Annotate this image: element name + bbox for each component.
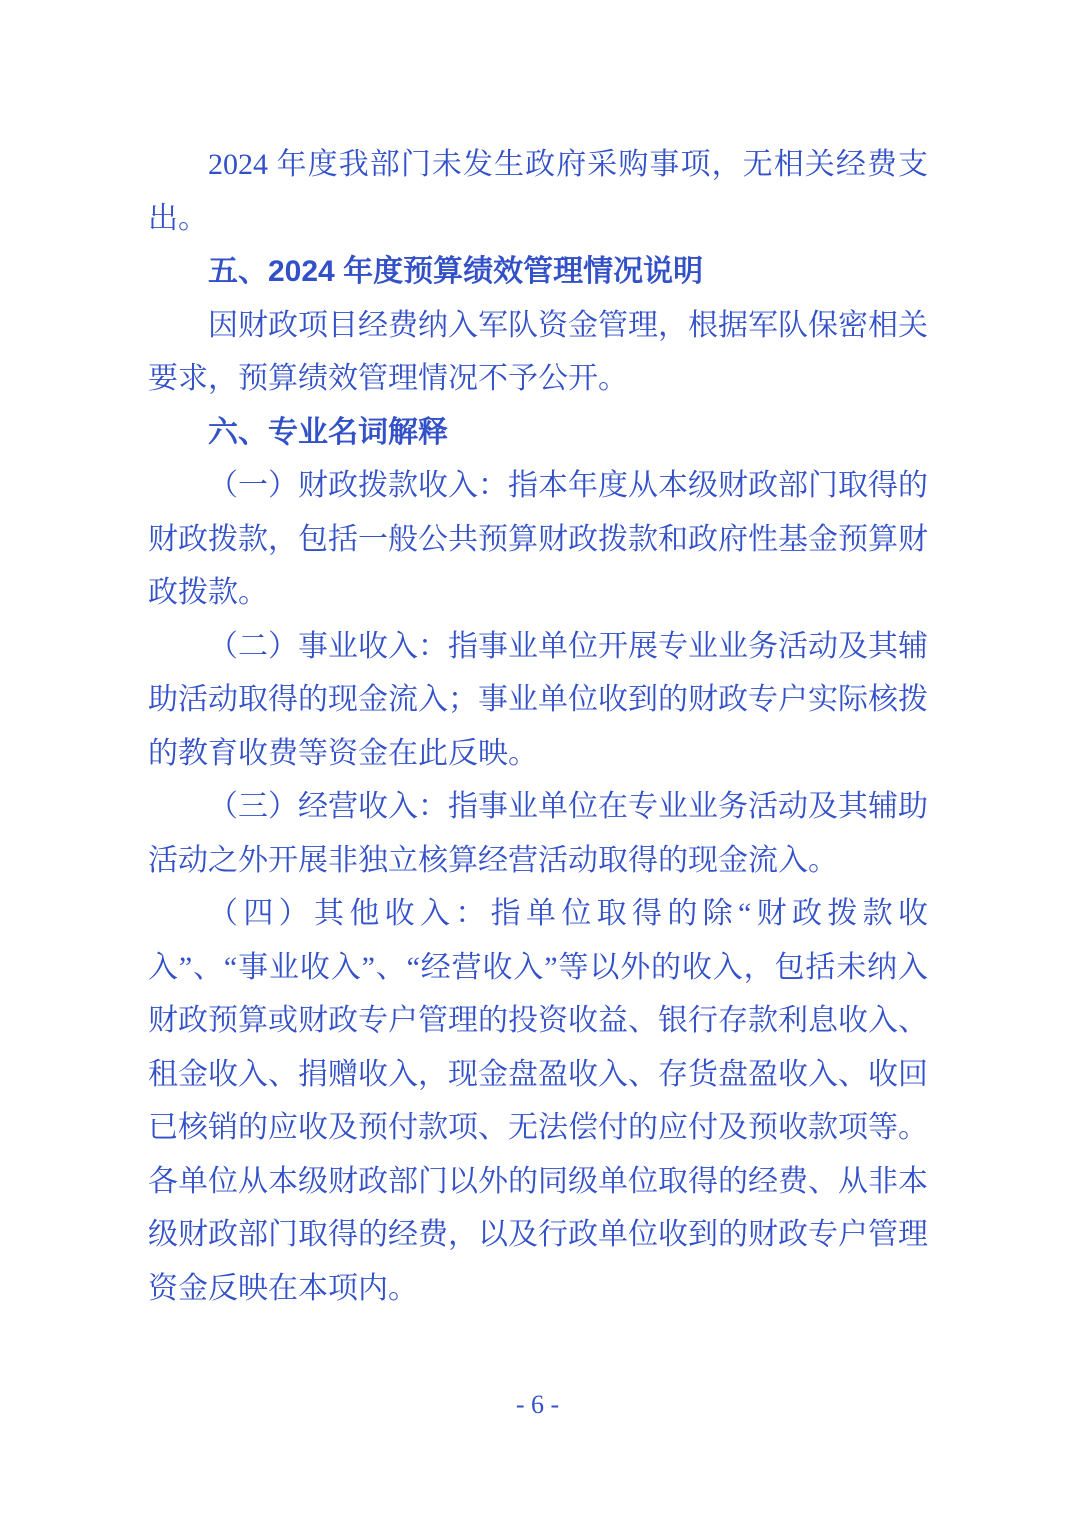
paragraph-term-operating-income-public: （二）事业收入：指事业单位开展专业业务活动及其辅助活动取得的现金流入；事业单位收到的财政专户实际核拨的教育收费等资金在此反映。 [148, 629, 928, 770]
page-footer [0, 1390, 1075, 1420]
paragraph-term-other-income: （四）其他收入：指单位取得的除“财政拨款收入”、“事业收入”、“经营收入”等以外的收入，包括未纳入财政预算或财政专户管理的投资收益、银行存款利息收入、租金收入、捐赠收入，现金盘盈收入、存货盘盈收入、收回已核销的应收及预付款项、无法偿付的应付及预收款项等。各单位从本级财政部门以外的同级单位取得的经费、从非本级财政部门取得的经费，以及行政单位收到的财政专户管理资金反映在本项内。 [148, 897, 928, 1305]
document-body [148, 138, 928, 1315]
heading-section-6-glossary: 六、专业名词解释 [208, 415, 448, 449]
page-number: - 6 - [515, 1390, 560, 1419]
paragraph-term-business-income: （三）经营收入：指事业单位在专业业务活动及其辅助活动之外开展非独立核算经营活动取得的现金流入。 [148, 790, 928, 877]
heading-section-5-performance: 五、2024 年度预算绩效管理情况说明 [208, 255, 704, 288]
paragraph-performance-note: 因财政项目经费纳入军队资金管理，根据军队保密相关要求，预算绩效管理情况不予公开。 [148, 308, 928, 395]
paragraph-procurement-note: 2024 年度我部门未发生政府采购事项，无相关经费支出。 [148, 148, 928, 235]
paragraph-term-fiscal-appropriation-income: （一）财政拨款收入：指本年度从本级财政部门取得的财政拨款，包括一般公共预算财政拨款和政府性基金预算财政拨款。 [148, 469, 928, 609]
